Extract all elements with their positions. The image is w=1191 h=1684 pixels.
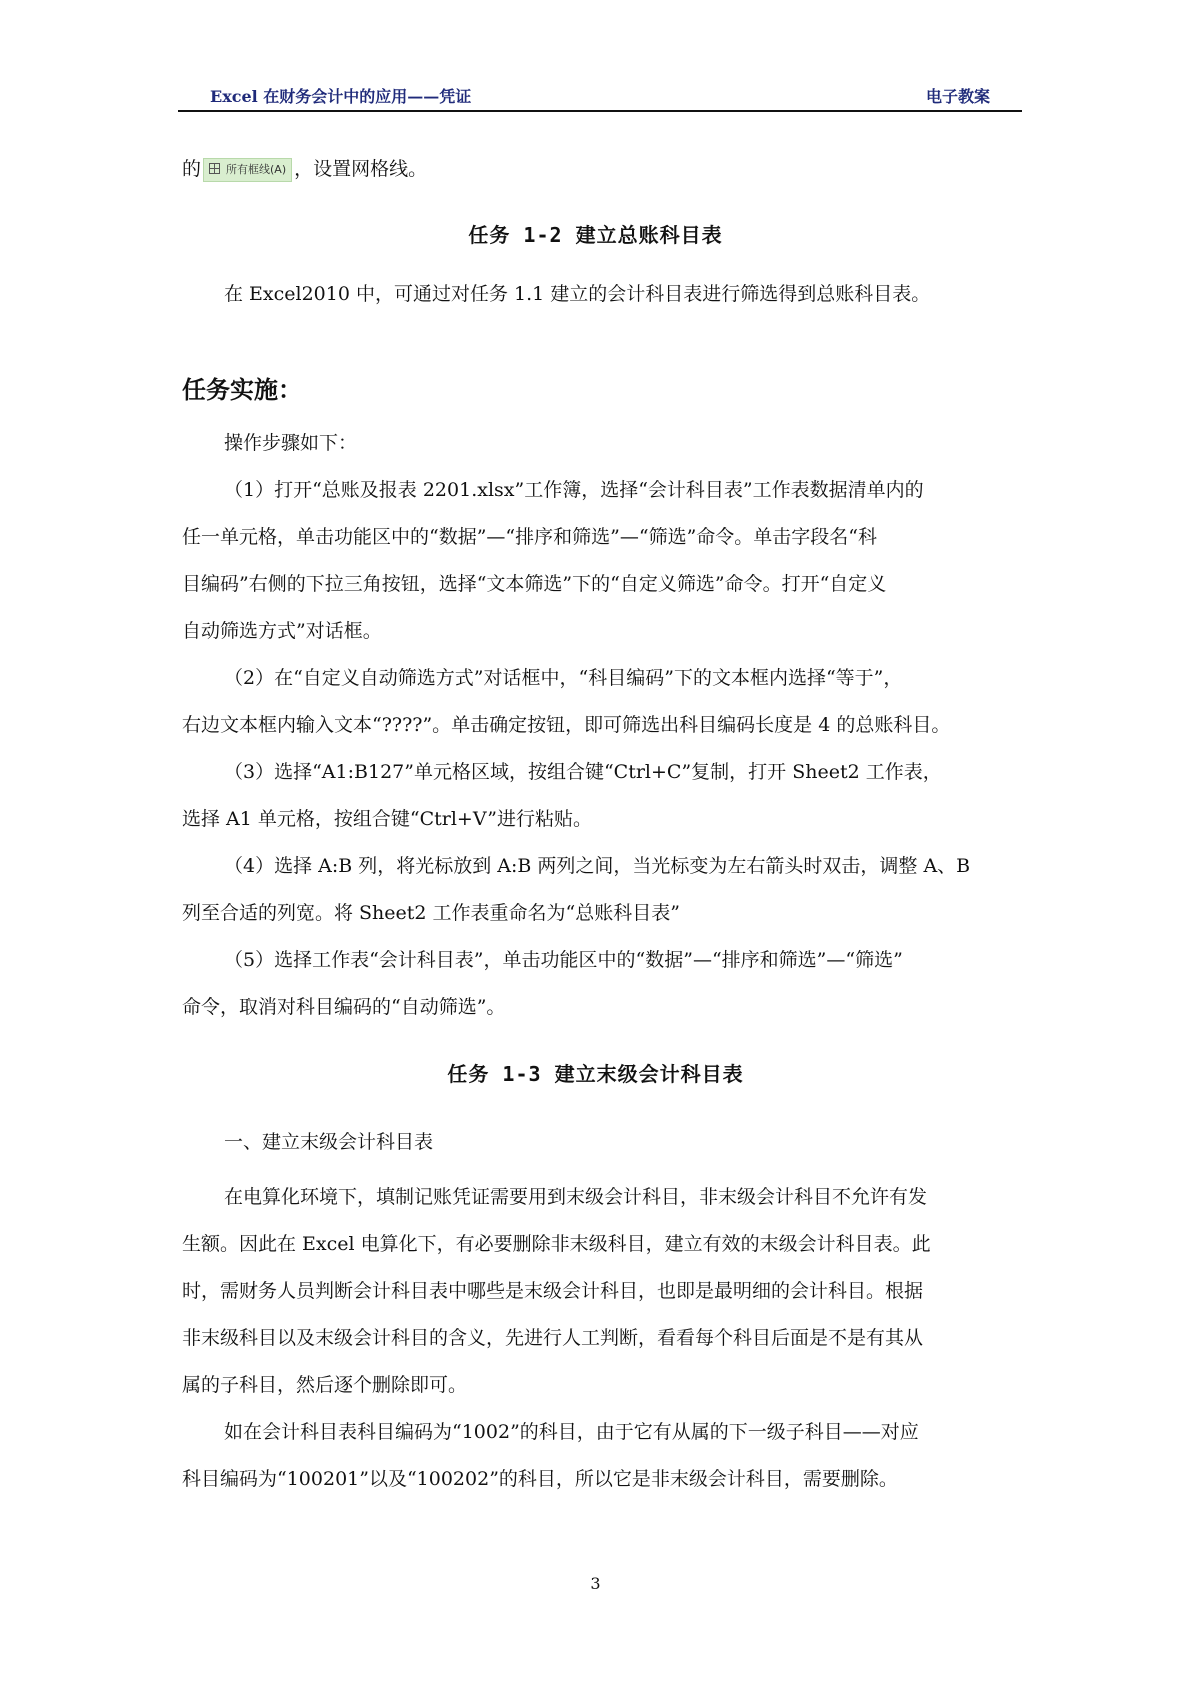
task-1-3-line: 生额。因此在 Excel 电算化下，有必要删除非末级科目，建立有效的末级会计科目表。此 bbox=[182, 1233, 931, 1255]
header-title: Excel 在财务会计中的应用——凭证 bbox=[210, 87, 472, 106]
task-1-3-line: 非末级科目以及末级会计科目的含义，先进行人工判断，看看每个科目后面是不是有其从 bbox=[182, 1327, 924, 1349]
impl-title: 任务实施： bbox=[182, 376, 302, 404]
intro-suffix: ，设置网格线。 bbox=[294, 158, 428, 180]
task-1-3-title: 任务 1-3 建立末级会计科目表 bbox=[447, 1062, 744, 1086]
impl-line: 选择 A1 单元格，按组合键“Ctrl+V”进行粘贴。 bbox=[182, 808, 592, 830]
header-rule bbox=[178, 110, 1022, 112]
impl-line: 右边文本框内输入文本“????”。单击确定按钮，即可筛选出科目编码长度是 4 的总账科目。 bbox=[182, 714, 951, 736]
borders-grid-icon bbox=[209, 163, 220, 174]
task-1-3-line: 属的子科目，然后逐个删除即可。 bbox=[182, 1374, 468, 1396]
task-1-3-line: 科目编码为“100201”以及“100202”的科目，所以它是非末级会计科目，需要删除。 bbox=[182, 1468, 898, 1490]
impl-line: （3）选择“A1:B127”单元格区域，按组合键“Ctrl+C”复制，打开 Sheet2 工作表， bbox=[224, 761, 942, 783]
header-label: 电子教案 bbox=[925, 87, 990, 106]
impl-line: （1）打开“总账及报表 2201.xlsx”工作簿，选择“会计科目表”工作表数据清单内的 bbox=[224, 479, 924, 501]
intro-prefix: 的 bbox=[182, 158, 202, 180]
task-1-3-line: 如在会计科目表科目编码为“1002”的科目，由于它有从属的下一级子科目——对应 bbox=[224, 1421, 919, 1443]
task-1-2-para: 在 Excel2010 中，可通过对任务 1.1 建立的会计科目表进行筛选得到总账科目表。 bbox=[224, 283, 931, 305]
impl-line: 命令，取消对科目编码的“自动筛选”。 bbox=[182, 996, 506, 1018]
impl-line: （2）在“自定义自动筛选方式”对话框中，“科目编码”下的文本框内选择“等于”， bbox=[224, 667, 903, 689]
impl-line: 任一单元格，单击功能区中的“数据”—“排序和筛选”—“筛选”命令。单击字段名“科 bbox=[182, 526, 877, 548]
impl-line: 列至合适的列宽。将 Sheet2 工作表重命名为“总账科目表” bbox=[182, 902, 680, 924]
all-borders-label: 所有框线(A) bbox=[226, 163, 287, 176]
task-1-3-line: 在电算化环境下，填制记账凭证需要用到末级会计科目，非末级会计科目不允许有发 bbox=[224, 1186, 928, 1208]
impl-line: （5）选择工作表“会计科目表”，单击功能区中的“数据”—“排序和筛选”—“筛选” bbox=[224, 949, 903, 971]
page-header bbox=[178, 82, 1022, 110]
task-1-3-subhead: 一、建立末级会计科目表 bbox=[224, 1131, 434, 1153]
all-borders-button bbox=[203, 158, 292, 182]
task-1-2-title: 任务 1-2 建立总账科目表 bbox=[468, 223, 723, 247]
impl-line: （4）选择 A:B 列，将光标放到 A:B 两列之间，当光标变为左右箭头时双击，调整 A、B bbox=[224, 855, 971, 877]
impl-lead: 操作步骤如下： bbox=[224, 432, 358, 454]
impl-line: 自动筛选方式”对话框。 bbox=[182, 620, 382, 642]
intro-line bbox=[182, 157, 1022, 182]
impl-line: 目编码”右侧的下拉三角按钮，选择“文本筛选”下的“自定义筛选”命令。打开“自定义 bbox=[182, 573, 887, 595]
page-number: 3 bbox=[590, 1574, 601, 1593]
task-1-3-line: 时，需财务人员判断会计科目表中哪些是末级会计科目，也即是最明细的会计科目。根据 bbox=[182, 1280, 924, 1302]
